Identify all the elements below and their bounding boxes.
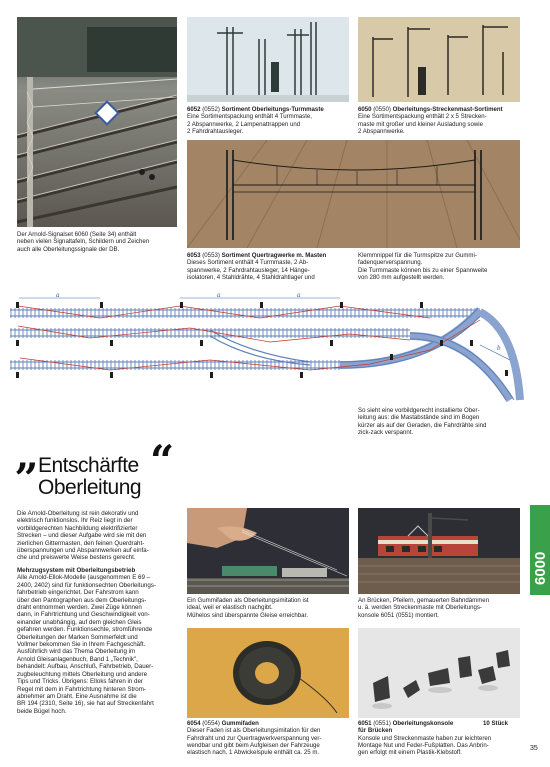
- caption-line: ideal, weil er elastisch nachgibt.: [187, 604, 273, 612]
- article-desc-line: von 280 mm aufgestellt werden.: [358, 273, 445, 281]
- caption-6053: [187, 252, 357, 281]
- body-line: Ausführlich wird das Thema Oberleitung im: [17, 648, 136, 656]
- body-line: Arnold Gleisanlagenbuch, Band 1 „Technik",: [17, 655, 138, 663]
- photo-rubber-thread-hand: [187, 508, 349, 594]
- section-intro: [17, 510, 185, 562]
- caption-line: leitung aus: die Mastabstände sind im Bogen: [358, 414, 480, 422]
- article-quantity: 10 Stück: [483, 720, 509, 727]
- photo-6050-line-masts: [358, 17, 520, 102]
- body-line: behandelt: Aufbau, Anschluß, Fahrbetrieb, Dauer-: [17, 663, 154, 671]
- article-code: (0553): [202, 252, 220, 259]
- photo-6052-tower-masts: [187, 17, 349, 102]
- body-line: einander unabhängig, auf dem gleichen Gleis: [17, 618, 142, 626]
- distance-label-a: a: [217, 291, 221, 299]
- section-body: [17, 567, 185, 715]
- article-title: Oberleitungs-Streckenmast-Sortiment: [392, 106, 503, 113]
- caption-line: auch alle Oberleitungssignale der DB.: [17, 245, 120, 253]
- body-line: gefahren werden. Funktionsechte, stromführende: [17, 626, 153, 634]
- photo-6051-bridge-consoles: [358, 628, 520, 718]
- body-line: über den Pantographen aus dem Oberleitungs-: [17, 596, 147, 604]
- caption-rubber-thread-hand: [187, 597, 352, 619]
- article-code: (0552): [202, 106, 220, 113]
- caption-6051: [358, 720, 528, 756]
- article-number: 6052: [187, 106, 201, 113]
- article-title: Gummifaden: [221, 720, 259, 727]
- intro-line: zierlichen Gittermasten, den feinen Querdraht-: [17, 539, 145, 547]
- article-desc-line: elastisch nach. 1 Abwickelspule enthält ca. 25 m.: [187, 749, 320, 757]
- body-line: Alle Arnold-Ellok-Modelle (ausgenommen E 69 –: [17, 574, 151, 582]
- intro-line: vorbildgerechten Nachbildung elektrifizierter: [17, 524, 138, 532]
- caption-line: Mühelos sind überspannte Gleise erreichbar.: [187, 611, 308, 619]
- sub-heading: Mehrzugsystem mit Oberleitungsbetrieb: [17, 567, 136, 574]
- intro-line: Die Arnold-Oberleitung ist rein dekorativ und: [17, 510, 139, 517]
- article-desc-line: fadenquerverspannung.: [358, 259, 423, 267]
- article-desc-line: Eine Sortimentspackung enthält 2 x 5 Strecken-: [358, 113, 487, 121]
- track-layout-diagram: [10, 290, 530, 405]
- article-desc-line: 2 Abspannwerke, 2 Lampenattrappen und: [187, 120, 301, 128]
- article-code: (0554): [202, 720, 220, 727]
- heading-quote-close: “: [150, 436, 175, 485]
- photo-6054-rubber-spool: [187, 628, 349, 718]
- article-desc-line: Eine Sortimentspackung enthält 4 Turmmaste,: [187, 113, 312, 121]
- caption-track-diagram: [358, 407, 528, 436]
- caption-line: zick-zack verspannt.: [358, 428, 414, 436]
- article-desc-line: 2 Fahrdrahtausleger.: [187, 127, 244, 135]
- track-straight-lower: [10, 360, 340, 370]
- distance-label-a: a: [56, 291, 60, 299]
- caption-6052: [187, 106, 352, 135]
- section-heading-line: Entschärfte: [38, 454, 139, 477]
- body-line: abnehmer am Draht. Eine Ausnahme ist die: [17, 692, 137, 700]
- article-desc-line: Dieses Sortiment enthält 4 Turmmaste, 2 Ab-: [187, 259, 309, 267]
- body-line: 2400, 2402) sind für funktionsechten Oberleitungs-: [17, 581, 156, 589]
- caption-6053-continued: [358, 252, 526, 281]
- caption-signal-set: [17, 231, 182, 253]
- chapter-tab-label: 6000: [532, 551, 549, 585]
- photo-bridge-console: [358, 508, 520, 594]
- caption-line: konsole 6051 (0551) montiert.: [358, 611, 439, 619]
- photo-6053-cross-span: [187, 140, 520, 248]
- article-desc-line: spannwerke, 2 Fahrdrahtausleger, 14 Hänge-: [187, 266, 310, 274]
- article-desc-line: Montage Nut und Feder-Fußplatten. Das Anbrin-: [358, 741, 489, 749]
- article-title: Sortiment Oberleitungs-Turmmaste: [221, 106, 324, 113]
- section-heading-line: Oberleitung: [38, 476, 142, 499]
- caption-line: neben vielen Signaltafeln, Schildern und Zeichen: [17, 238, 150, 246]
- article-desc-line: wendbar und gibt beim Aufgleisen der Fahrzeuge: [187, 741, 320, 749]
- article-title: Sortiment Quertragwerke m. Masten: [221, 252, 327, 259]
- distance-label-a: a: [297, 291, 301, 299]
- article-desc-line: Dieser Faden ist als Oberleitungsimitation für den: [187, 727, 321, 735]
- article-desc-line: gen erfolgt mit einem Plastik-Klebstoff.: [358, 749, 462, 757]
- body-line: draht entnommen werden. Zwei Züge können: [17, 604, 142, 612]
- article-desc-line: 2 Abspannwerke.: [358, 127, 405, 135]
- intro-line: che und preiswerte Weise bestens gerecht.: [17, 554, 136, 562]
- body-line: beide Bügel hoch.: [17, 707, 67, 715]
- article-number: 6054: [187, 720, 201, 727]
- caption-line: An Brücken, Pfeilern, gemauerten Bahndämmen: [358, 597, 490, 604]
- intro-line: Strecken – und dieser Aufgabe wird sie mit den: [17, 532, 147, 540]
- body-line: BR 194 (2310, Seite 16), sie hat auf Streckenfahrt: [17, 700, 154, 708]
- article-title-continued: für Brücken: [358, 727, 393, 735]
- body-line: Tips und Tricks. Übrigens: Elloks fahren in der: [17, 678, 143, 686]
- heading-quote-open: „: [15, 430, 40, 479]
- article-desc-line: Die Turmmaste können bis zu einer Spannweite: [358, 266, 488, 274]
- article-desc-line: Konsole und Streckenmaste haben zur leichteren: [358, 734, 492, 742]
- article-number: 6050: [358, 106, 372, 113]
- intro-line: elektrisch funktionslos. Ihr Reiz liegt in der: [17, 517, 133, 525]
- body-line: Regel mit dem in Fahrtrichtung hinteren Strom-: [17, 685, 146, 693]
- distance-label-b: b: [497, 344, 501, 352]
- body-line: zugbeleuchtung mittels Oberleitung und andere: [17, 670, 148, 678]
- article-title: Oberleitungskonsole: [392, 720, 454, 727]
- caption-line: kürzer als auf der Geraden, die Fahrdrähte sind: [358, 421, 487, 429]
- article-number: 6053: [187, 252, 201, 259]
- caption-line: So sieht eine vorbildgerecht installierte Ober-: [358, 407, 480, 414]
- caption-line: Der Arnold-Signalset 6060 (Seite 34) enthält: [17, 231, 137, 238]
- caption-line: Ein Gummifaden als Oberleitungsimitation ist: [187, 597, 309, 604]
- body-line: dann, in Fahrtrichtung und Geschwindigkeit von-: [17, 611, 150, 619]
- track-straight-upper: [10, 308, 480, 318]
- article-desc-line: isolatoren, 4 Stahldrähte, 4 Stahldrahtlager und: [187, 273, 315, 281]
- article-number: 6051: [358, 720, 372, 727]
- body-line: Oberleitungen der Marken Sommerfeldt und: [17, 633, 138, 641]
- caption-6054: [187, 720, 357, 756]
- article-code: (0551): [373, 720, 391, 727]
- body-line: Vollmer bekommen Sie in Ihrem Fachgeschäft.: [17, 641, 146, 649]
- caption-6050: [358, 106, 526, 135]
- article-desc-line: maste mit großer und kleiner Ausladung sowie: [358, 120, 483, 128]
- caption-line: u. ä. werden Streckenmaste mit Oberleitungs-: [358, 604, 482, 612]
- article-code: (0550): [373, 106, 391, 113]
- body-line: fahrbetrieb eingerichtet. Der Fahrstrom kann: [17, 589, 139, 597]
- page-number: 35: [530, 745, 538, 752]
- article-desc-line: Klemmnippel für die Turmspitze zur Gummi-: [358, 252, 477, 259]
- caption-bridge-console: [358, 597, 523, 619]
- intro-line: überspannungen und Abspannwerken auf einfa-: [17, 547, 149, 555]
- article-desc-line: Fahrdraht und zur Quertragwerkverspannung ver-: [187, 734, 322, 742]
- photo-signal-set: [17, 17, 177, 227]
